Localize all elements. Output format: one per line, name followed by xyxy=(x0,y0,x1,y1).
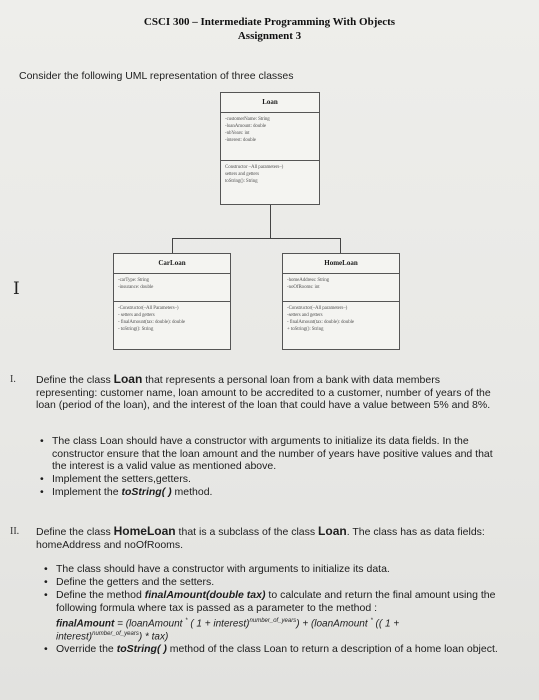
bullet-text: Define the getters and the setters. xyxy=(56,576,215,588)
uml-method: setters and getters xyxy=(225,172,259,177)
section-2-text-b: that is a subclass of the class xyxy=(175,526,319,538)
page-title: CSCI 300 – Intermediate Programming With Objects xyxy=(143,16,396,28)
section-1-text-a: Define the class xyxy=(36,374,114,386)
inheritance-line-horizontal xyxy=(172,238,341,239)
uml-attribute: -homeAddress: String xyxy=(287,278,330,283)
bullet-dot: • xyxy=(44,563,48,575)
bullet-method: toString( ) xyxy=(116,643,167,655)
formula-term: (( 1 + xyxy=(372,618,400,630)
uml-method: - finalAmount(tax: double): double xyxy=(118,320,186,325)
uml-loan-attributes xyxy=(221,113,319,161)
formula-term: ( 1 + interest) xyxy=(187,618,250,630)
section-1-bullet-2 xyxy=(40,473,498,486)
bullet-text: The class should have a constructor with arguments to initialize its data. xyxy=(56,563,390,575)
bullet-text: Implement the setters,getters. xyxy=(52,473,191,485)
bullet-dot: • xyxy=(40,486,44,498)
intro-text: Consider the following UML representation of three classes xyxy=(19,70,294,82)
section-1-text xyxy=(36,373,498,412)
section-2-text-c: . The class has as data fields: homeAddress and noOfRooms. xyxy=(36,526,485,551)
bullet-method: toString( ) xyxy=(121,486,172,498)
uml-method: - toString(): String xyxy=(118,327,154,332)
uml-method: - setters and getters xyxy=(118,313,155,318)
uml-method: toString(): String xyxy=(225,179,258,184)
uml-class-homeloan xyxy=(282,253,400,350)
formula-term: ) + (loanAmount xyxy=(296,618,371,630)
inheritance-line-car xyxy=(172,238,173,253)
section-2-bullet-1 xyxy=(44,563,498,576)
section-2-parent: Loan xyxy=(318,524,347,538)
uml-method: - finalAmount(tax: double): double xyxy=(287,320,355,325)
uml-class-carloan xyxy=(113,253,231,350)
bullet-text: Define the method xyxy=(56,589,145,601)
uml-carloan-name: CarLoan xyxy=(114,254,230,274)
formula-exponent: number_of_years xyxy=(249,618,297,624)
uml-attribute: -interest: double xyxy=(225,138,256,143)
section-2-number: II. xyxy=(10,526,20,537)
uml-attribute: -insurance: double xyxy=(118,285,154,290)
uml-attribute: -customerName: String xyxy=(225,117,270,122)
uml-loan-methods xyxy=(221,161,319,188)
section-1-bullet-3 xyxy=(40,486,498,499)
uml-attribute: -loanAmount: double xyxy=(225,124,267,129)
uml-class-loan xyxy=(220,92,320,205)
uml-method: -Constructor(–All parameters–) xyxy=(287,306,348,311)
text-cursor-icon: I xyxy=(13,279,20,299)
bullet-dot: • xyxy=(40,473,44,485)
formula-line-2 xyxy=(56,628,502,644)
bullet-text: Implement the xyxy=(52,486,122,498)
uml-carloan-methods xyxy=(114,302,230,336)
uml-homeloan-methods xyxy=(283,302,399,336)
uml-method: -setters and getters xyxy=(287,313,323,318)
uml-loan-name: Loan xyxy=(221,93,319,113)
section-2-bullet-3 xyxy=(44,589,498,614)
uml-attribute: -carType: String xyxy=(118,278,149,283)
uml-method: + toString(): String xyxy=(287,327,324,332)
page-subtitle: Assignment 3 xyxy=(237,30,302,42)
section-2-text xyxy=(36,525,498,551)
bullet-text: method. xyxy=(171,486,213,498)
section-2-bullet-4 xyxy=(44,643,498,656)
bullet-text: Override the xyxy=(56,643,117,655)
bullet-dot: • xyxy=(40,435,44,447)
formula-term: * xyxy=(370,618,373,624)
inheritance-line-vertical xyxy=(270,205,271,238)
bullet-dot: • xyxy=(44,589,48,601)
section-1-number: I. xyxy=(10,374,16,385)
section-1-bullet-1 xyxy=(40,435,498,473)
section-1-class: Loan xyxy=(113,372,143,386)
uml-homeloan-attributes xyxy=(283,274,399,302)
formula-term: * xyxy=(185,618,188,624)
section-1-text-b: that represents a personal loan from a bank with data members representing: customer name, loan amount to be accredited to a customer, number of years of the loan (period of the loan), and the interest of the loan that could have a value between 5% and 8%. xyxy=(36,374,491,411)
formula-term: = (loanAmount xyxy=(114,618,186,630)
bullet-text: The class Loan should have a constructor with arguments to initialize its data fields. In the constructor ensure that the loan amount and the number of years have positive values and that the interest is a valid value as mentioned above. xyxy=(52,435,493,472)
bullet-method: finalAmount(double tax) xyxy=(144,589,266,601)
bullet-text: to calculate and return the final amount using the following formula where tax is passed as a parameter to the method : xyxy=(56,589,496,614)
inheritance-line-home xyxy=(340,238,341,253)
formula-term: ) * tax) xyxy=(138,631,169,643)
section-2-class: HomeLoan xyxy=(113,524,176,538)
bullet-dot: • xyxy=(44,643,48,655)
uml-attribute: -nbYears: int xyxy=(225,131,250,136)
formula-term: finalAmount xyxy=(56,618,115,630)
uml-method: Constructor –All parameters–) xyxy=(225,165,284,170)
uml-carloan-attributes xyxy=(114,274,230,302)
formula-term: interest) xyxy=(56,631,93,643)
formula-exponent: number_of_years xyxy=(92,631,139,637)
bullet-dot: • xyxy=(44,576,48,588)
bullet-text: method of the class Loan to return a description of a home loan object. xyxy=(166,643,498,655)
uml-method: -Constructor(–All Parameters–) xyxy=(118,306,179,311)
section-2-bullet-2 xyxy=(44,576,498,589)
section-2-text-a: Define the class xyxy=(36,526,114,538)
uml-homeloan-name: HomeLoan xyxy=(283,254,399,274)
uml-attribute: -noOfRooms: int xyxy=(287,285,320,290)
